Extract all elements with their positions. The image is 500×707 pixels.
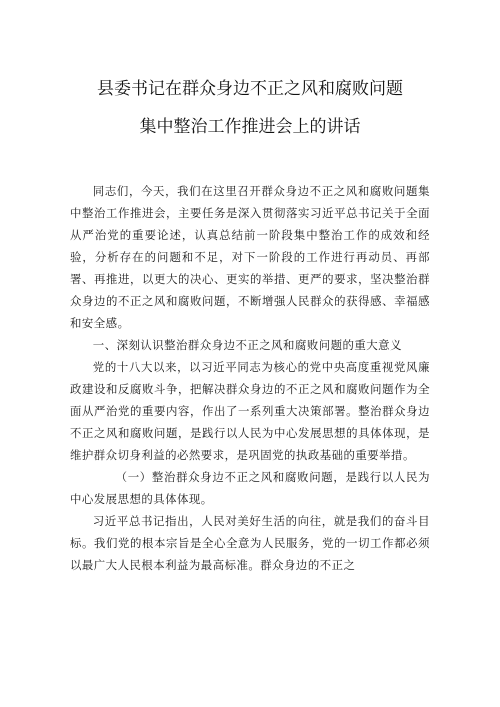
title-line-1: 县委书记在群众身边不正之风和腐败问题 — [97, 79, 403, 99]
title-line-2: 集中整治工作推进会上的讲话 — [139, 117, 361, 137]
document-body — [70, 180, 430, 576]
paragraph-subsection-1: 习近平总书记指出，人民对美好生活的向往，就是我们的奋斗目标。我们党的根本宗旨是全心全意为人民服务，党的一切工作都必须以最广大人民根本利益为最高标准。群众身边的不正之 — [70, 514, 430, 572]
paragraph-opening: 同志们，今天，我们在这里召开群众身边不正之风和腐败问题集中整治工作推进会，主要任务是深入贯彻落实习近平总书记关于全面从严治党的重要论述，认真总结前一阶段集中整治工作的成效和经验，分析存在的问题和不足，对下一阶段的工作进行再动员、再部署、再推进，以更大的决心、更实的举措、更严的要求，坚决整治群众身边的不正之风和腐败问题，不断增强人民群众的获得感、幸福感和安全感。 — [70, 184, 430, 330]
document-title — [70, 70, 430, 146]
section-heading-1: 一、深刻认识整治群众身边不正之风和腐败问题的重大意义 — [92, 338, 402, 352]
subsection-heading-1: （一）整治群众身边不正之风和腐败问题，是践行以人民为中心发展思想的具体体现。 — [70, 470, 430, 506]
paragraph-section-1: 党的十八大以来，以习近平同志为核心的党中央高度重视党风廉政建设和反腐败斗争，把解决群众身边的不正之风和腐败问题作为全面从严治党的重要内容，作出了一系列重大决策部署。整治群众身边不正之风和腐败问题，是践行以人民为中心发展思想的具体体现，是维护群众切身利益的必然要求，是巩固党的执政基础的重要举措。 — [70, 360, 430, 462]
